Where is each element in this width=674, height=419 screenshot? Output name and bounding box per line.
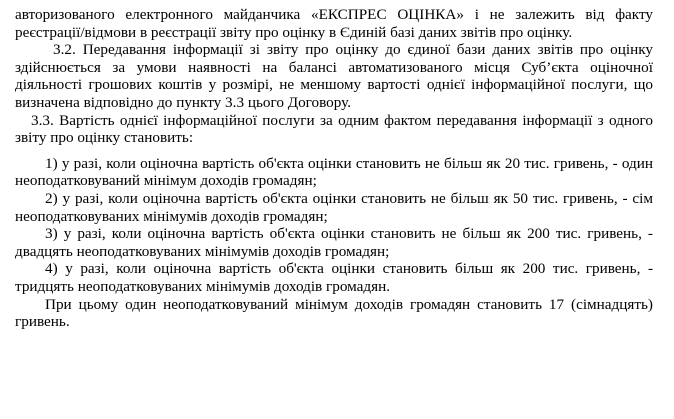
list-item-4: 4) у разі, коли оціночна вартість об'єкта оцінки становить більш як 200 тис. гривень, - тридцять неоподатковуваних мінімумів доходів громадян.	[15, 260, 653, 295]
paragraph-3-2: 3.2. Передавання інформації зі звіту про оцінку до єдиної бази даних звітів про оцінку здійснюється за умови наявності на балансі автоматизованого місця Суб’єкта оціночної діяльності грошових коштів у розмірі, не меншому вартості однієї інформаційної послуги, що визначена відповідно до пункту 3.3 цього Договору.	[15, 41, 653, 111]
paragraph-3-3: 3.3. Вартість однієї інформаційної послуги за одним фактом передавання інформації з одного звіту про оцінку становить:	[15, 111, 653, 147]
paragraph-3-1-continuation: авторизованого електронного майданчика «ЕКСПРЕС ОЦІНКА» і не залежить від факту реєстрації/відмови в реєстрації звіту про оцінку в Єдиній базі даних звітів про оцінку.	[15, 6, 653, 41]
list-item-3: 3) у разі, коли оціночна вартість об'єкта оцінки становить не більш як 200 тис. гривень, - двадцять неоподатковуваних мінімумів доходів громадян;	[15, 225, 653, 260]
list-item-1: 1) у разі, коли оціночна вартість об'єкта оцінки становить не більш як 20 тис. гривень, - один неоподатковуваний мінімум доходів громадян;	[15, 154, 653, 190]
document-page	[15, 6, 653, 331]
spacer	[15, 147, 653, 155]
paragraph-minimum-income: При цьому один неоподатковуваний мінімум доходів громадян становить 17 (сімнадцять) гривень.	[15, 295, 653, 331]
list-item-2: 2) у разі, коли оціночна вартість об'єкта оцінки становить не більш як 50 тис. гривень, - сім неоподатковуваних мінімумів доходів громадян;	[15, 189, 653, 225]
